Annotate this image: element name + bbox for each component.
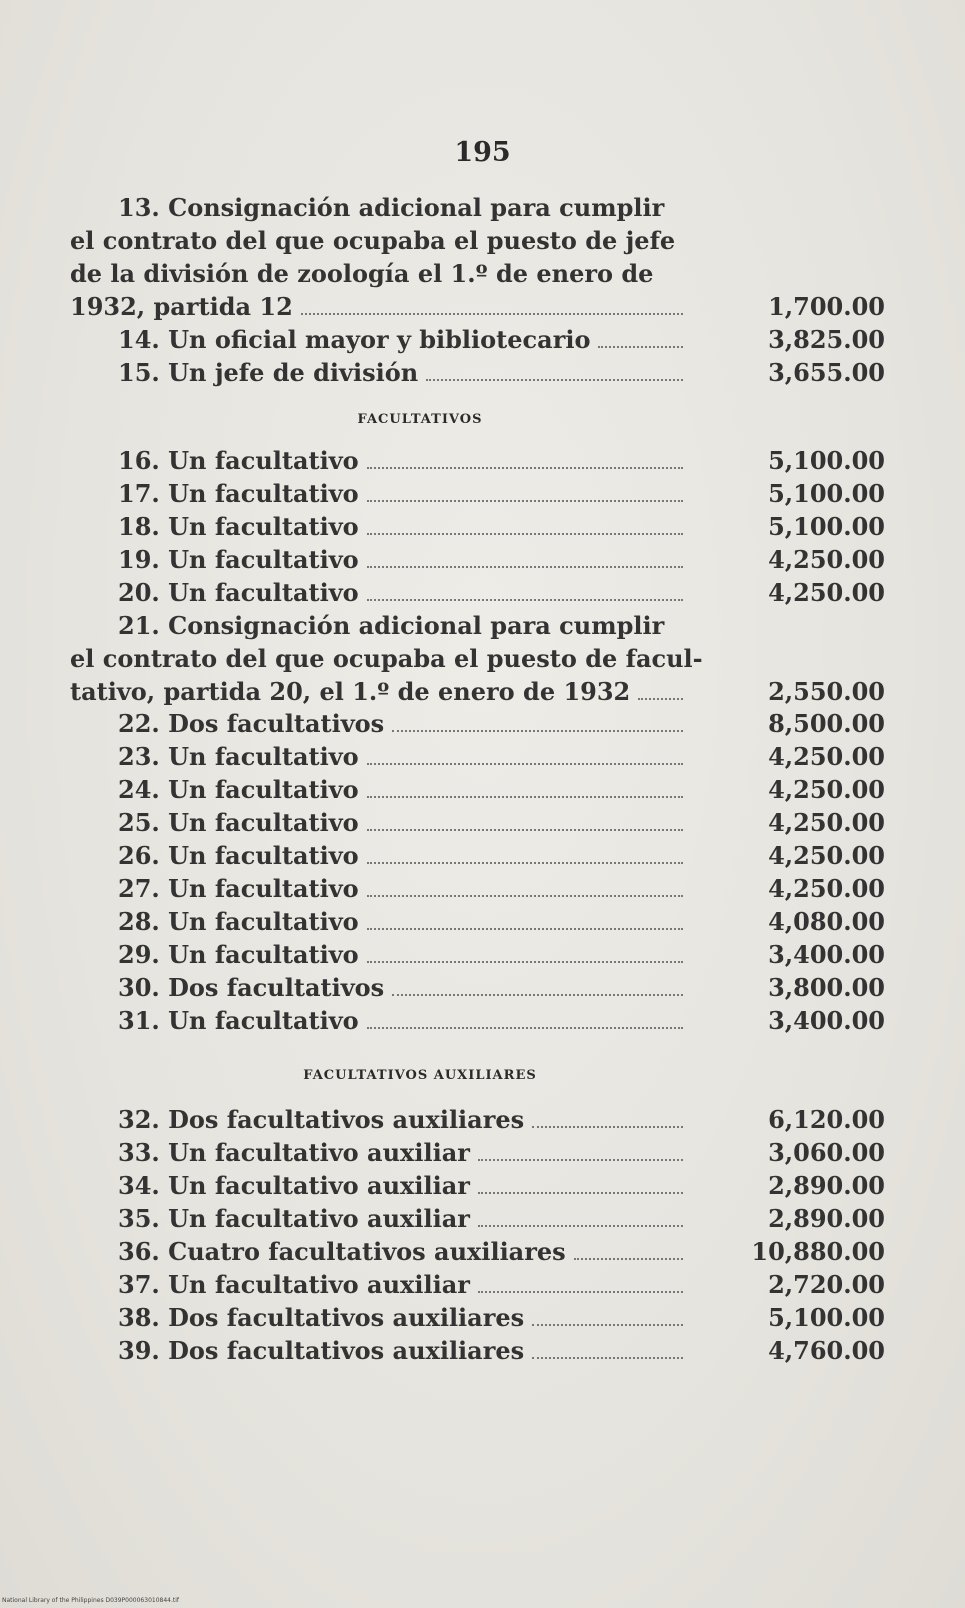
row-description	[70, 872, 687, 905]
row-amount: 3,400.00	[768, 1006, 885, 1035]
dot-leader	[532, 1324, 683, 1326]
dot-leader	[301, 313, 683, 315]
budget-row	[70, 740, 885, 773]
row-amount: 3,655.00	[768, 358, 885, 387]
row-text: 36. Cuatro facultativos auxiliares	[118, 1237, 566, 1266]
dot-leader	[478, 1225, 683, 1227]
row-description	[70, 1334, 687, 1367]
row-text: 14. Un oficial mayor y bibliotecario	[118, 325, 591, 354]
budget-row	[70, 675, 885, 708]
row-amount: 5,100.00	[768, 446, 885, 475]
row-description	[70, 323, 687, 356]
budget-row	[70, 938, 885, 971]
page-number: 195	[454, 137, 511, 168]
dot-leader	[478, 1192, 683, 1194]
budget-row	[70, 1103, 885, 1136]
row-text: 29. Un facultativo	[118, 940, 359, 969]
text-line: el contrato del que ocupaba el puesto de jefe	[70, 226, 676, 255]
row-amount: 6,120.00	[768, 1105, 885, 1134]
items-14-15	[70, 323, 885, 389]
row-amount: 4,250.00	[768, 841, 885, 870]
row-amount: 4,250.00	[768, 808, 885, 837]
budget-row	[70, 543, 885, 576]
row-amount: 2,890.00	[768, 1204, 885, 1233]
item-21-block	[70, 609, 885, 708]
row-text: 37. Un facultativo auxiliar	[118, 1270, 470, 1299]
section-heading: FACULTATIVOS	[357, 412, 483, 427]
budget-row	[70, 872, 885, 905]
dot-leader	[367, 928, 683, 930]
text-line: 13. Consignación adicional para cumplir	[118, 193, 665, 222]
row-description	[70, 290, 687, 323]
budget-row	[70, 1136, 885, 1169]
item-13-block	[70, 191, 885, 323]
row-description	[70, 971, 687, 1004]
dot-leader	[367, 566, 683, 568]
dot-leader	[532, 1357, 683, 1359]
row-description	[70, 576, 687, 609]
budget-row	[70, 356, 885, 389]
items-22-31	[70, 707, 885, 1037]
row-description	[70, 1136, 687, 1169]
row-amount: 3,800.00	[768, 973, 885, 1002]
row-text: 26. Un facultativo	[118, 841, 359, 870]
budget-row	[70, 1334, 885, 1367]
row-amount: 1,700.00	[768, 292, 885, 321]
dot-leader	[367, 533, 683, 535]
row-text: 30. Dos facultativos	[118, 973, 385, 1002]
text-line: de la división de zoología el 1.º de enero de	[70, 259, 654, 288]
item-13-paragraph	[70, 191, 885, 290]
row-amount: 2,550.00	[768, 677, 885, 706]
section-heading-block	[70, 1068, 885, 1083]
row-amount: 10,880.00	[751, 1237, 885, 1266]
row-description	[70, 356, 687, 389]
dot-leader	[426, 379, 683, 381]
row-description	[70, 1004, 687, 1037]
row-amount: 2,720.00	[768, 1270, 885, 1299]
row-amount: 8,500.00	[768, 709, 885, 738]
row-text: 22. Dos facultativos	[118, 709, 385, 738]
budget-row	[70, 1301, 885, 1334]
row-text: 31. Un facultativo	[118, 1006, 359, 1035]
row-amount: 4,080.00	[768, 907, 885, 936]
row-amount: 4,250.00	[768, 545, 885, 574]
row-amount: 3,060.00	[768, 1138, 885, 1167]
dot-leader	[367, 796, 683, 798]
row-text: 20. Un facultativo	[118, 578, 359, 607]
dot-leader	[574, 1258, 683, 1260]
row-text: 19. Un facultativo	[118, 545, 359, 574]
items-32-39	[70, 1103, 885, 1367]
dot-leader	[367, 599, 683, 601]
row-description	[70, 510, 687, 543]
row-amount: 4,760.00	[768, 1336, 885, 1365]
budget-row	[70, 444, 885, 477]
budget-row	[70, 905, 885, 938]
text-line: 21. Consignación adicional para cumplir	[118, 611, 665, 640]
row-description	[70, 1235, 687, 1268]
row-amount: 3,400.00	[768, 940, 885, 969]
row-amount: 2,890.00	[768, 1171, 885, 1200]
row-text: 39. Dos facultativos auxiliares	[118, 1336, 525, 1365]
budget-row	[70, 1202, 885, 1235]
row-amount: 4,250.00	[768, 578, 885, 607]
row-text: 25. Un facultativo	[118, 808, 359, 837]
row-amount: 5,100.00	[768, 512, 885, 541]
budget-row	[70, 1268, 885, 1301]
dot-leader	[598, 346, 683, 348]
scan-footer: National Library of the Philippines D039P000063010844.tif	[2, 1597, 180, 1604]
section-heading-block	[70, 412, 885, 427]
row-text: tativo, partida 20, el 1.º de enero de 1932	[70, 677, 631, 706]
budget-row	[70, 477, 885, 510]
budget-row	[70, 576, 885, 609]
row-text: 24. Un facultativo	[118, 775, 359, 804]
row-description	[70, 806, 687, 839]
item-21-paragraph	[70, 609, 885, 675]
budget-row	[70, 323, 885, 356]
budget-row	[70, 1235, 885, 1268]
row-text: 23. Un facultativo	[118, 742, 359, 771]
row-text: 1932, partida 12	[70, 292, 293, 321]
row-text: 15. Un jefe de división	[118, 358, 419, 387]
items-16-20	[70, 444, 885, 609]
row-description	[70, 839, 687, 872]
dot-leader	[478, 1291, 683, 1293]
row-amount: 5,100.00	[768, 479, 885, 508]
row-text: 38. Dos facultativos auxiliares	[118, 1303, 525, 1332]
budget-row	[70, 773, 885, 806]
row-description	[70, 773, 687, 806]
budget-row	[70, 1004, 885, 1037]
budget-row	[70, 806, 885, 839]
budget-row	[70, 707, 885, 740]
row-text: 16. Un facultativo	[118, 446, 359, 475]
dot-leader	[367, 1027, 683, 1029]
dot-leader	[392, 994, 683, 996]
dot-leader	[367, 467, 683, 469]
row-text: 33. Un facultativo auxiliar	[118, 1138, 470, 1167]
row-description	[70, 740, 687, 773]
row-amount: 4,250.00	[768, 775, 885, 804]
row-text: 18. Un facultativo	[118, 512, 359, 541]
row-description	[70, 1103, 687, 1136]
dot-leader	[367, 862, 683, 864]
budget-row	[70, 839, 885, 872]
dot-leader	[478, 1159, 683, 1161]
row-text: 34. Un facultativo auxiliar	[118, 1171, 470, 1200]
row-description	[70, 477, 687, 510]
row-description	[70, 707, 687, 740]
row-description	[70, 905, 687, 938]
row-description	[70, 1301, 687, 1334]
row-description	[70, 444, 687, 477]
dot-leader	[367, 895, 683, 897]
row-description	[70, 1268, 687, 1301]
row-amount: 4,250.00	[768, 742, 885, 771]
row-text: 17. Un facultativo	[118, 479, 359, 508]
dot-leader	[367, 500, 683, 502]
dot-leader	[367, 961, 683, 963]
section-heading: FACULTATIVOS AUXILIARES	[303, 1068, 537, 1083]
dot-leader	[638, 698, 683, 700]
budget-row	[70, 510, 885, 543]
row-description	[70, 543, 687, 576]
budget-row	[70, 1169, 885, 1202]
text-line: el contrato del que ocupaba el puesto de facul-	[70, 644, 703, 673]
row-amount: 5,100.00	[768, 1303, 885, 1332]
row-text: 28. Un facultativo	[118, 907, 359, 936]
dot-leader	[367, 763, 683, 765]
dot-leader	[367, 829, 683, 831]
row-description	[70, 675, 687, 708]
row-description	[70, 1202, 687, 1235]
dot-leader	[392, 730, 683, 732]
budget-row	[70, 971, 885, 1004]
row-amount: 4,250.00	[768, 874, 885, 903]
row-description	[70, 1169, 687, 1202]
budget-row	[70, 290, 885, 323]
row-description	[70, 938, 687, 971]
dot-leader	[532, 1126, 683, 1128]
row-text: 35. Un facultativo auxiliar	[118, 1204, 470, 1233]
row-text: 32. Dos facultativos auxiliares	[118, 1105, 525, 1134]
row-text: 27. Un facultativo	[118, 874, 359, 903]
row-amount: 3,825.00	[768, 325, 885, 354]
